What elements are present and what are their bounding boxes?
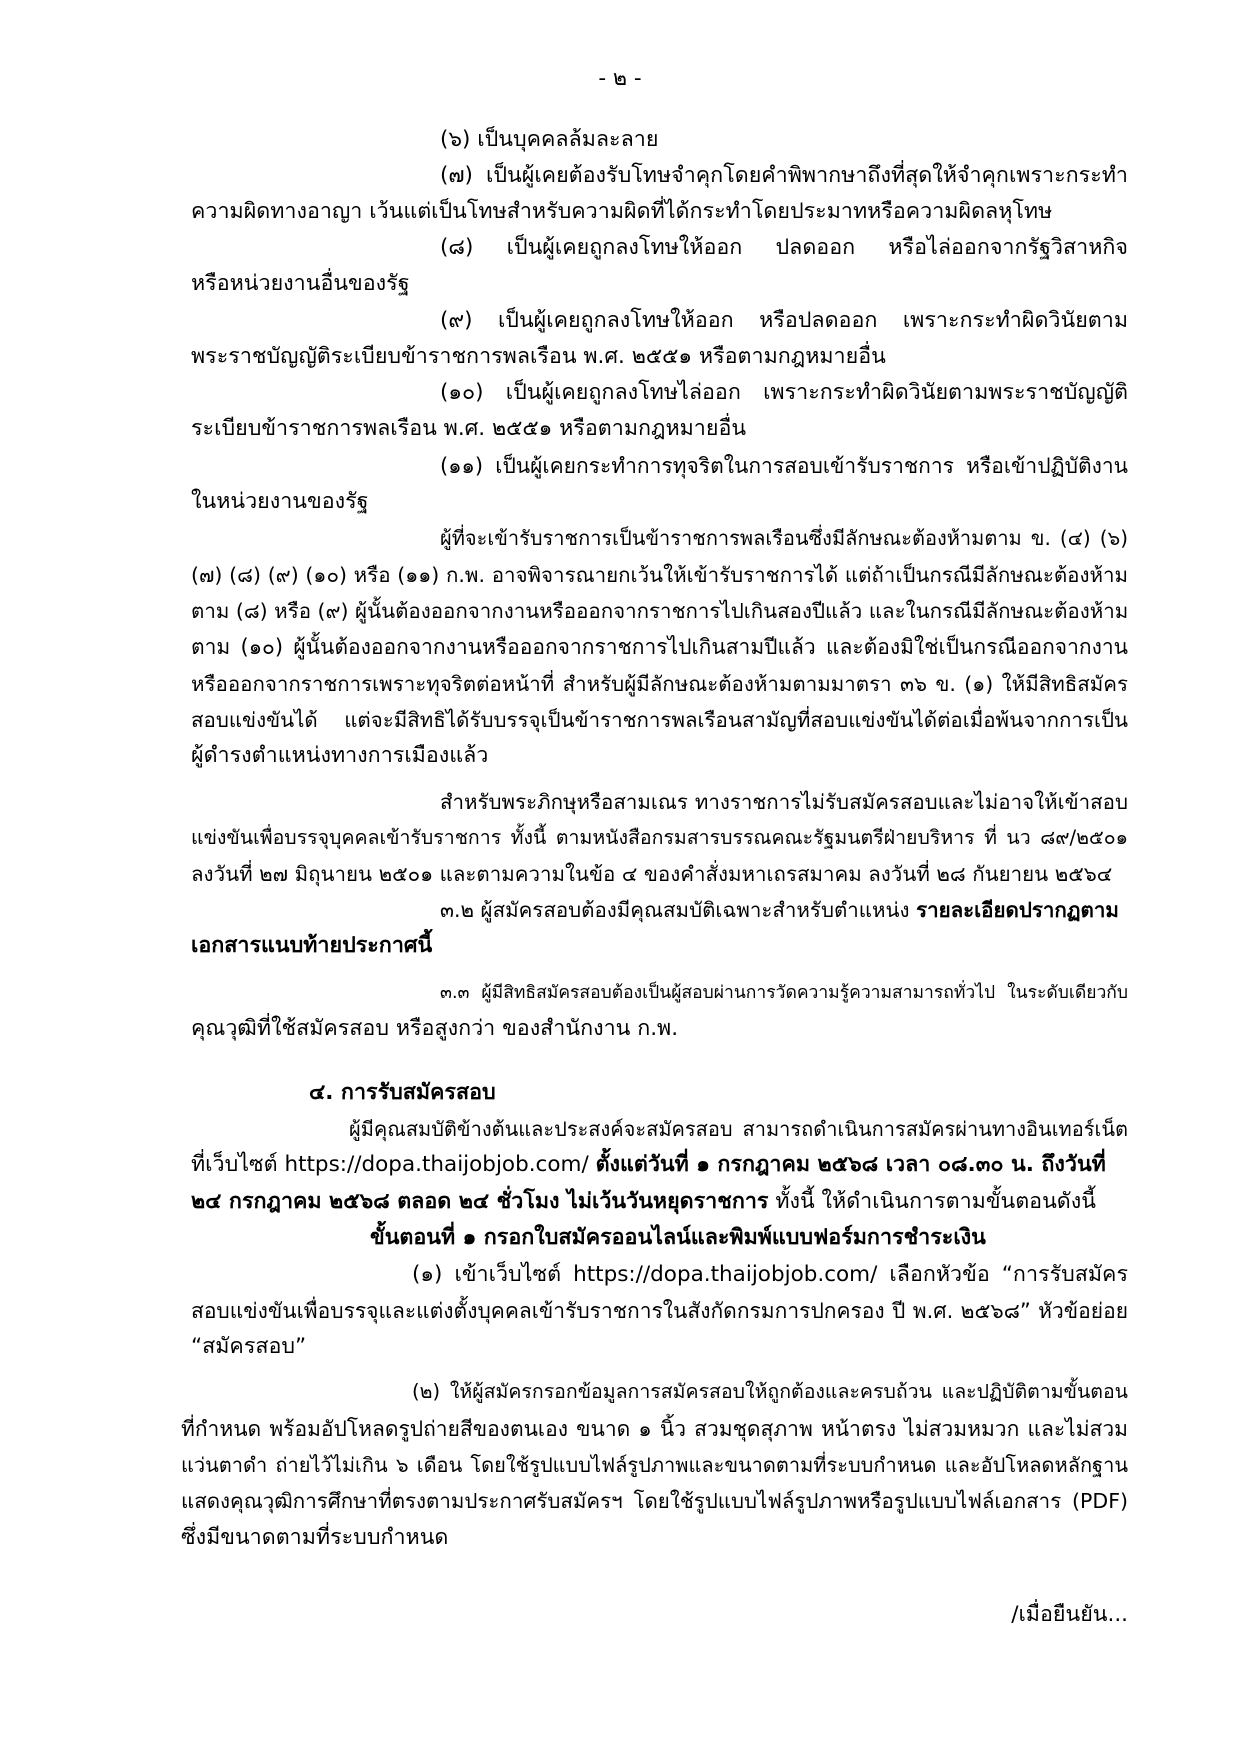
- monk-para-line-3: ลงวันที่ ๒๗ มิถุนายน ๒๕๐๑ และตามความในข้อ ๔ ของคำสั่งมหาเถรสมาคม ลงวันที่ ๒๘ กันยายน ๒๕๖๔: [191, 862, 1113, 886]
- exempt-para-line-7: ผู้ดำรงตำแหน่งทางการเมืองแล้ว: [191, 743, 489, 768]
- step-1-item-2-line-4: แสดงคุณวุฒิการศึกษาที่ตรงตามประกาศรับสมัครฯ โดยใช้รูปแบบไฟล์รูปภาพหรือรูปแบบไฟล์เอกสาร (PDF): [181, 1489, 1128, 1513]
- item-7-line-2: ความผิดทางอาญา เว้นแต่เป็นโทษสำหรับความผิดที่ได้กระทำโดยประมาทหรือความผิดลหุโทษ: [191, 199, 1053, 224]
- monk-para-line-1: สำหรับพระภิกษุหรือสามเณร ทางราชการไม่รับสมัครสอบและไม่อาจให้เข้าสอบ: [440, 790, 1128, 814]
- exempt-para-line-5: หรือออกจากราชการเพราะทุจริตต่อหน้าที่ สำหรับผู้มีลักษณะต้องห้ามตามมาตรา ๓๖ ข. (๑) ให้มีสิทธิสมัคร: [191, 672, 1128, 696]
- item-6: (๖) เป็นบุคคลล้มละลาย: [440, 127, 659, 152]
- section-4-line-3: [191, 1186, 1096, 1218]
- step-1-item-1-line-3: “สมัครสอบ”: [191, 1334, 307, 1359]
- item-11-line-1: (๑๑) เป็นผู้เคยกระทำการทุจริตในการสอบเข้ารับราชการ หรือเข้าปฏิบัติงาน: [440, 454, 1128, 478]
- exempt-para-line-4: ตาม (๑๐) ผู้นั้นต้องออกจากงานหรือออกจากราชการไปเกินสามปีแล้ว และต้องมิใช่เป็นกรณีออกจากงาน: [191, 635, 1128, 659]
- exempt-para-line-6: สอบแข่งขันได้ แต่จะมีสิทธิได้รับบรรจุเป็นข้าราชการพลเรือนสามัญที่สอบแข่งขันได้ต่อเมื่อพ้นจากการเป็น: [191, 708, 1128, 732]
- step-1-heading: ขั้นตอนที่ ๑ กรอกใบสมัครออนไลน์และพิมพ์แบบฟอร์มการชำระเงิน: [370, 1225, 986, 1250]
- clause-3-2-line-1: [440, 894, 1119, 926]
- item-7-line-1: (๗) เป็นผู้เคยต้องรับโทษจำคุกโดยคำพิพากษาถึงที่สุดให้จำคุกเพราะกระทำ: [440, 163, 1128, 188]
- application-period-end: ๒๔ กรกฎาคม ๒๕๖๘ ตลอด ๒๔ ชั่วโมง ไม่เว้นวันหยุดราชการ: [191, 1189, 769, 1214]
- item-10-line-1: (๑๐) เป็นผู้เคยถูกลงโทษไล่ออก เพราะกระทำผิดวินัยตามพระราชบัญญัติ: [440, 380, 1128, 405]
- item-9-line-2: พระราชบัญญัติระเบียบข้าราชการพลเรือน พ.ศ. ๒๕๕๑ หรือตามกฎหมายอื่น: [191, 344, 886, 369]
- section-4-line-1: ผู้มีคุณสมบัติข้างต้นและประสงค์จะสมัครสอบ สามารถดำเนินการสมัครผ่านทางอินเทอร์เน็ต: [349, 1117, 1128, 1141]
- item-8-line-1: (๘) เป็นผู้เคยถูกลงโทษให้ออก ปลดออก หรือไล่ออกจากรัฐวิสาหกิจ: [440, 235, 1128, 260]
- section-4-line-3-text: ทั้งนี้ ให้ดำเนินการตามขั้นตอนดังนี้: [775, 1189, 1096, 1214]
- exempt-para-line-1: ผู้ที่จะเข้ารับราชการเป็นข้าราชการพลเรือนซึ่งมีลักษณะต้องห้ามตาม ข. (๔) (๖): [440, 526, 1128, 550]
- monk-para-line-2: แข่งขันเพื่อบรรจุบุคคลเข้ารับราชการ ทั้งนี้ ตามหนังสือกรมสารบรรณคณะรัฐมนตรีฝ่ายบริหาร ที่ นว ๘๙/๒๕๐๑: [191, 826, 1128, 849]
- item-10-line-2: ระเบียบข้าราชการพลเรือน พ.ศ. ๒๕๕๑ หรือตามกฎหมายอื่น: [191, 416, 747, 441]
- application-period-start: ตั้งแต่วันที่ ๑ กรกฎาคม ๒๕๖๘ เวลา ๐๘.๓๐ น. ถึงวันที่: [595, 1152, 1106, 1177]
- page-number: - ๒ -: [598, 66, 642, 91]
- section-4-line-2: [191, 1149, 1106, 1181]
- step-1-item-1-line-2: สอบแข่งขันเพื่อบรรจุและแต่งตั้งบุคคลเข้ารับราชการในสังกัดกรมการปกครอง ปี พ.ศ. ๒๕๖๘” หัวข้อย่อย: [191, 1299, 1128, 1323]
- step-1-item-1-line-1: (๑) เข้าเว็บไซต์ https://dopa.thaijobjob.com/ เลือกหัวข้อ “การรับสมัคร: [412, 1262, 1128, 1287]
- clause-3-3-line-1: ๓.๓ ผู้มีสิทธิสมัครสอบต้องเป็นผู้สอบผ่านการวัดความรู้ความสามารถทั่วไป ในระดับเดียวกับ: [440, 983, 1128, 1003]
- exempt-para-line-2: (๗) (๘) (๙) (๑๐) หรือ (๑๑) ก.พ. อาจพิจารณายกเว้นให้เข้ารับราชการได้ แต่ถ้าเป็นกรณีมีลักษณะต้องห้าม: [191, 563, 1128, 587]
- item-11-line-2: ในหน่วยงานของรัฐ: [191, 489, 369, 514]
- clause-3-3-line-2: คุณวุฒิที่ใช้สมัครสอบ หรือสูงกว่า ของสำนักงาน ก.พ.: [191, 1016, 679, 1041]
- step-1-item-2-line-2: ที่กำหนด พร้อมอัปโหลดรูปถ่ายสีของตนเอง ขนาด ๑ นิ้ว สวมชุดสุภาพ หน้าตรง ไม่สวมหมวก และไม่สวม: [181, 1417, 1128, 1441]
- clause-3-2-text: ๓.๒ ผู้สมัครสอบต้องมีคุณสมบัติเฉพาะสำหรับตำแหน่ง: [440, 898, 910, 922]
- website-text: ที่เว็บไซต์ https://dopa.thaijobjob.com/: [191, 1152, 589, 1177]
- section-4-heading: ๔. การรับสมัครสอบ: [309, 1080, 496, 1105]
- step-1-item-2-line-3: แว่นตาดำ ถ่ายไว้ไม่เกิน ๖ เดือน โดยใช้รูปแบบไฟล์รูปภาพและขนาดตามที่ระบบกำหนด และอัปโหลดหลักฐาน: [181, 1453, 1128, 1477]
- item-8-line-2: หรือหน่วยงานอื่นของรัฐ: [191, 271, 410, 296]
- item-9-line-1: (๙) เป็นผู้เคยถูกลงโทษให้ออก หรือปลดออก เพราะกระทำผิดวินัยตาม: [440, 308, 1128, 333]
- clause-3-2-line-2: เอกสารแนบท้ายประกาศนี้: [191, 933, 433, 958]
- exempt-para-line-3: ตาม (๘) หรือ (๙) ผู้นั้นต้องออกจากงานหรือออกจากราชการไปเกินสองปีแล้ว และในกรณีมีลักษณะต้องห้าม: [191, 599, 1129, 623]
- step-1-item-2-line-5: ซึ่งมีขนาดตามที่ระบบกำหนด: [181, 1525, 449, 1550]
- step-1-item-2-line-1: (๒) ให้ผู้สมัครกรอกข้อมูลการสมัครสอบให้ถูกต้องและครบถ้วน และปฏิบัติตามขั้นตอน: [412, 1380, 1128, 1403]
- continuation-note: /เมื่อยืนยัน...: [1011, 1602, 1128, 1627]
- clause-3-2-bold-text: รายละเอียดปรากฏตาม: [916, 898, 1119, 922]
